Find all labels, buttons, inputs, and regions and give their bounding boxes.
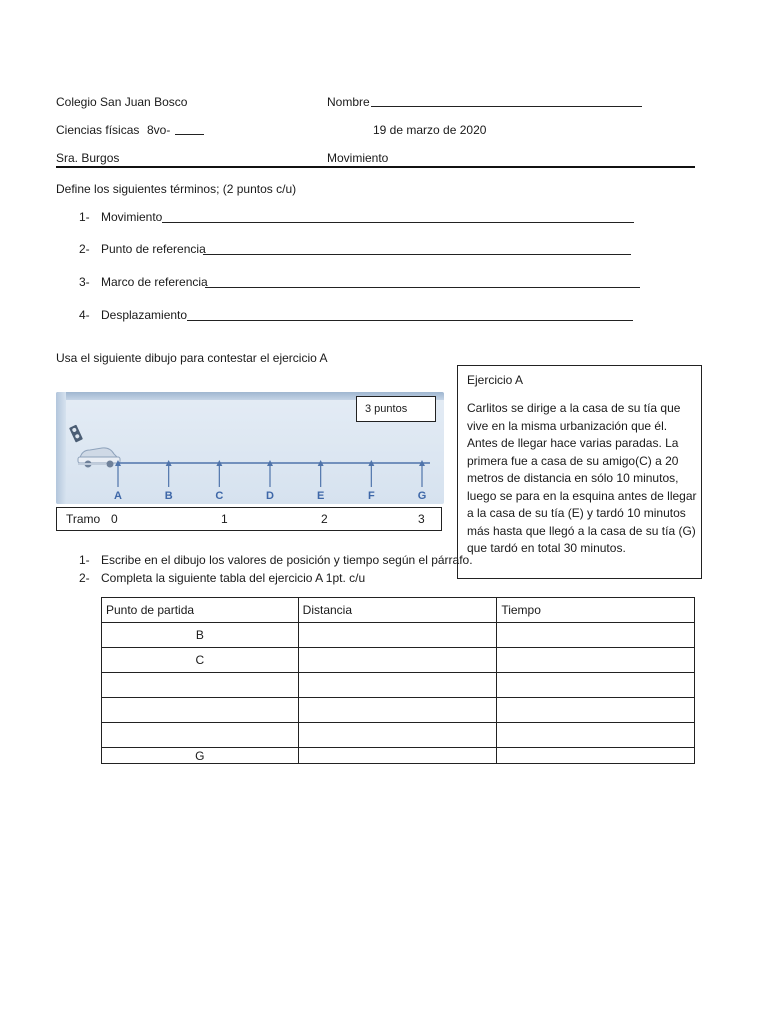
table-cell-distance[interactable] [298, 673, 497, 698]
position-marker-a [114, 460, 122, 502]
task-text: Escribe en el dibujo los valores de posición y tiempo según el párrafo. [101, 553, 473, 567]
table-cell-point[interactable] [102, 723, 299, 748]
exercise-box [457, 365, 702, 579]
position-marker-c [215, 460, 223, 502]
position-marker-e [317, 460, 324, 502]
definition-number: 4- [79, 308, 90, 322]
figure-instruction: Usa el siguiente dibujo para contestar el ejercicio A [56, 351, 328, 365]
topic: Movimiento [327, 151, 389, 165]
table-cell-time[interactable] [497, 723, 695, 748]
position-marker-d [266, 460, 274, 502]
date: 19 de marzo de 2020 [373, 123, 487, 137]
table-row [102, 748, 695, 764]
table-cell-point: G [102, 748, 299, 764]
subject: Ciencias físicas [56, 123, 140, 137]
task-number: 2- [79, 571, 90, 585]
definition-number: 3- [79, 275, 90, 289]
header-divider [56, 166, 695, 168]
definition-term: Desplazamiento [101, 308, 188, 322]
table-row [102, 623, 695, 648]
table-cell-distance[interactable] [298, 648, 497, 673]
position-marker-g [418, 460, 427, 502]
table-cell-distance[interactable] [298, 748, 497, 764]
tramo-value: 0 [111, 512, 118, 526]
tramo-value: 3 [418, 512, 425, 526]
table-cell-point: B [102, 623, 299, 648]
name-label: Nombre [327, 95, 370, 109]
table-header-row [102, 598, 695, 623]
position-marker-b [165, 460, 173, 502]
definition-blank[interactable] [162, 222, 634, 223]
table-cell-point: C [102, 648, 299, 673]
table-cell-time[interactable] [497, 673, 695, 698]
marker-label: F [367, 490, 375, 502]
exercise-body: Carlitos se dirige a la casa de su tía que vive en la misma urbanización que él. Antes de llegar hace varias paradas. La primera fue a casa de su amigo(C) a 20 metros de distancia en sólo 10 minutos, luego se para en la esquina antes de llegar a la casa de su tía (E) y tardó 10 minutos más hasta que llegó a la casa de su tía (G) que tardó en total 30 minutos. [467, 401, 697, 555]
definition-number: 2- [79, 242, 90, 256]
definition-term: Movimiento [101, 210, 163, 224]
marker-label: A [114, 490, 122, 502]
definitions-instruction: Define los siguientes términos; (2 puntos c/u) [56, 182, 297, 196]
definition-blank[interactable] [205, 287, 640, 288]
definition-term: Punto de referencia [101, 242, 206, 256]
table-cell-time[interactable] [497, 698, 695, 723]
marker-label: D [266, 490, 274, 502]
task-text: Completa la siguiente tabla del ejercicio A 1pt. c/u [101, 571, 366, 585]
table-row [102, 648, 695, 673]
table-cell-time[interactable] [497, 623, 695, 648]
column-header: Punto de partida [102, 598, 299, 623]
grade: 8vo- [147, 123, 171, 137]
points-label: 3 puntos [356, 396, 436, 422]
tramo-label: Tramo [66, 512, 101, 526]
table-cell-distance[interactable] [298, 698, 497, 723]
signal-icon [69, 425, 83, 443]
marker-label: C [215, 490, 224, 502]
table-cell-point[interactable] [102, 673, 299, 698]
tramo-row [56, 507, 442, 531]
table-row [102, 698, 695, 723]
tramo-value: 1 [221, 512, 228, 526]
table-cell-time[interactable] [497, 748, 695, 764]
marker-label: G [417, 490, 427, 502]
column-header: Tiempo [497, 598, 695, 623]
tramo-value: 2 [321, 512, 328, 526]
teacher: Sra. Burgos [56, 151, 120, 165]
definition-blank[interactable] [203, 254, 631, 255]
position-marker-f [368, 460, 375, 502]
table-row [102, 673, 695, 698]
marker-label: B [164, 490, 173, 502]
task-number: 1- [79, 553, 90, 567]
marker-label: E [316, 490, 325, 502]
definition-term: Marco de referencia [101, 275, 208, 289]
exercise-title: Ejercicio A [467, 373, 524, 387]
table-cell-distance[interactable] [298, 623, 497, 648]
answer-table [101, 597, 695, 764]
school-name: Colegio San Juan Bosco [56, 95, 188, 109]
grade-blank[interactable] [175, 134, 204, 135]
table-cell-time[interactable] [497, 648, 695, 673]
table-cell-distance[interactable] [298, 723, 497, 748]
definition-number: 1- [79, 210, 90, 224]
table-row [102, 723, 695, 748]
table-cell-point[interactable] [102, 698, 299, 723]
definition-blank[interactable] [187, 320, 633, 321]
column-header: Distancia [298, 598, 497, 623]
name-blank[interactable] [371, 106, 642, 107]
